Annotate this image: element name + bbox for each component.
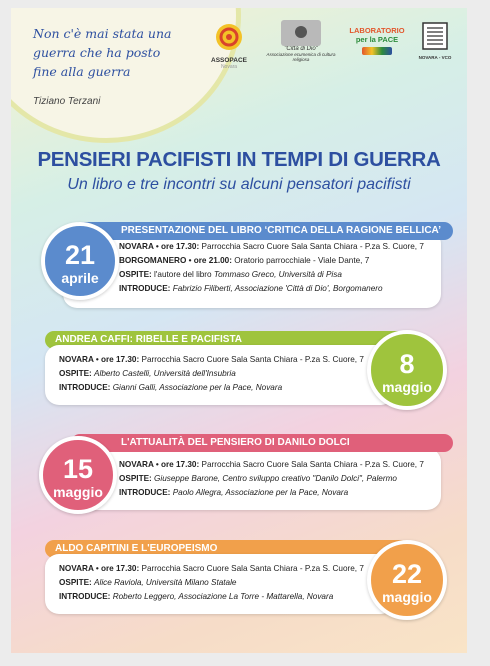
citta-sub: Associazione ecumenica di cultura religiosa <box>266 52 336 62</box>
assopace-name: ASSOPACE <box>211 57 247 64</box>
event-heading: L'ATTUALITÀ DEL PENSIERO DI DANILO DOLCI <box>71 434 453 452</box>
lt-icon <box>422 22 448 50</box>
event-card: NOVARA • ore 17.30: Parrocchia Sacro Cuore Sala Santa Chiara - P.za S. Cuore, 7 OSPITE: Alberto Castelli, Università dell'Insubria INTRODUCE: Gianni Galli, Associazione per la Pace, Novara <box>45 345 395 405</box>
citta-di-dio-icon <box>281 20 321 46</box>
event-heading: ALDO CAPITINI E L'EUROPEISMO <box>45 540 415 558</box>
event-card: NOVARA • ore 17.30: Parrocchia Sacro Cuore Sala Santa Chiara - P.za S. Cuore, 7 OSPITE: Giuseppe Barone, Centro sviluppo creativo "Danilo Dolci", Palermo INTRODUCE: Paolo Allegra, Associazione per la Pace, Novara <box>61 448 441 510</box>
event-details: NOVARA • ore 17.30: Parrocchia Sacro Cuore Sala Santa Chiara - P.za S. Cuore, 7 BORGOMANERO • ore 21.00: Oratorio parrocchiale - Viale Dante, 7 OSPITE: l'autore del libro Tommaso Greco, Università di Pisa INTRODUCE: Fabrizio Filiberti, Associazione 'Città di Dio', Borgomanero <box>119 242 424 293</box>
date-badge: 15 maggio <box>39 436 117 514</box>
page-title: PENSIERI PACIFISTI IN TEMPI DI GUERRA <box>37 148 441 171</box>
date-badge: 8 maggio <box>367 330 447 410</box>
rainbow-icon <box>362 47 392 55</box>
event-card: NOVARA • ore 17.30: Parrocchia Sacro Cuore Sala Santa Chiara - P.za S. Cuore, 7 OSPITE: Alice Raviola, Università Milano Statale INTRODUCE: Roberto Leggero, Associazione La Torre - Mattarella, Novara <box>45 554 395 614</box>
date-badge: 21 aprile <box>41 222 119 300</box>
assopace-sub: Novara <box>220 64 238 70</box>
laboratorio-sub: per la PACE <box>355 35 399 44</box>
assopace-logo <box>207 22 251 70</box>
date-badge: 22 maggio <box>367 540 447 620</box>
laboratorio-name: LABORATORIO <box>349 26 405 35</box>
lt-name: NOVARA - VCO <box>418 55 452 60</box>
citta-name: "Città di Dio" <box>284 46 318 52</box>
quote-line: Non c'è mai stata una <box>33 26 172 41</box>
quote-author: Tiziano Terzani <box>33 96 101 107</box>
lt-logo <box>415 22 455 60</box>
page-subtitle: Un libro e tre incontri su alcuni pensatori pacifisti <box>67 176 411 193</box>
quote-text <box>33 24 183 81</box>
laboratorio-pace-logo <box>349 26 405 55</box>
quote-line: fine alla guerra <box>33 64 131 79</box>
poster <box>11 8 467 653</box>
quote-line: guerra che ha posto <box>33 45 161 60</box>
citta-di-dio-logo <box>261 20 341 62</box>
assopace-icon <box>212 22 246 52</box>
event-heading: ANDREA CAFFI: RIBELLE E PACIFISTA <box>45 331 415 349</box>
event-heading: PRESENTAZIONE DEL LIBRO ‘CRITICA DELLA RAGIONE BELLICA’ <box>71 222 453 240</box>
